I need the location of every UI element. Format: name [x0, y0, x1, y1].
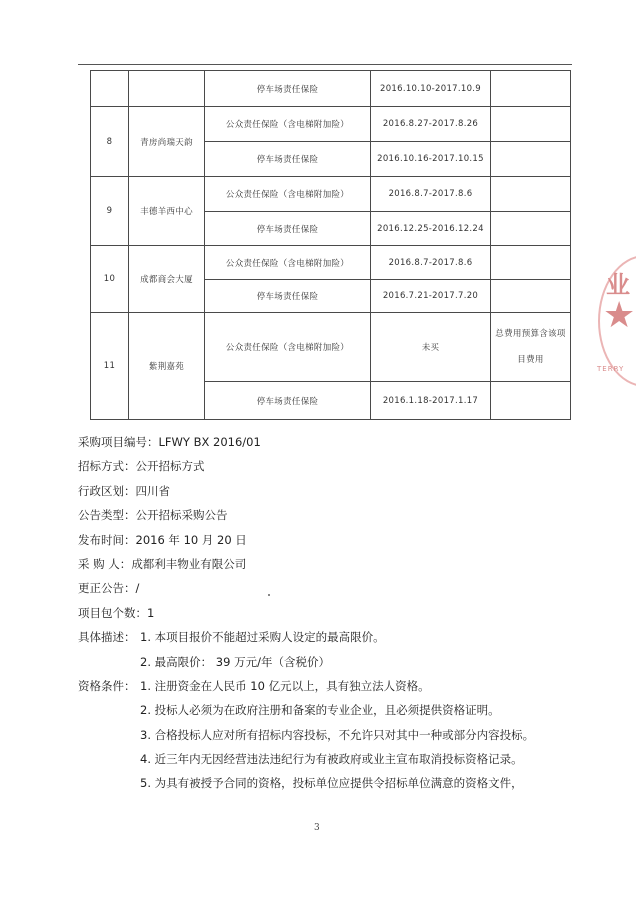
qualification-item: 2. 投标人必须为在政府注册和备案的专业企业，且必须提供资格证明。: [140, 703, 500, 718]
purchaser: 成都利丰物业有限公司: [131, 556, 247, 571]
insurance-period: 2016.10.16-2017.10.15: [371, 142, 491, 177]
qualification-line: [78, 698, 578, 722]
property-name: 丰德羊西中心: [129, 177, 205, 246]
property-name: 青房尚瑞天韵: [129, 107, 205, 177]
insurance-period: 2016.12.25-2016.12.24: [371, 212, 491, 246]
field-label: 采购项目编号：: [78, 435, 159, 449]
insurance-type: 公众责任保险（含电梯附加险）: [205, 107, 371, 142]
tender-method: 公开招标方式: [135, 459, 205, 474]
correction-notice: /: [135, 581, 140, 596]
row-number: 11: [91, 313, 129, 420]
table-row: [91, 107, 571, 142]
remark: [491, 382, 571, 420]
description-item: 2. 最高限价： 39 万元/年（含税价）: [140, 654, 330, 669]
remark: [491, 177, 571, 212]
insurance-type: 公众责任保险（含电梯附加险）: [205, 313, 371, 382]
notice-type-line: [78, 503, 578, 527]
qualification-line: [78, 771, 578, 795]
insurance-type: 公众责任保险（含电梯附加险）: [205, 177, 371, 212]
package-count-line: [78, 601, 578, 625]
field-label: 行政区划：: [78, 483, 136, 498]
project-number: LFWY BX 2016/01: [158, 435, 261, 449]
remark: 总费用预算含该项目费用: [491, 313, 571, 382]
description-line: [78, 650, 578, 674]
purchaser-line: [78, 552, 578, 576]
insurance-type: 停车场责任保险: [205, 71, 371, 107]
row-number: 10: [91, 246, 129, 313]
correction-line: [78, 576, 578, 600]
row-number: [91, 71, 129, 107]
notice-info: [78, 430, 578, 796]
table-row: [91, 313, 571, 382]
notice-type: 公开招标采购公告: [135, 508, 228, 523]
table-row: [91, 177, 571, 212]
field-label: 采 购 人：: [78, 556, 132, 571]
insurance-period: 2016.8.7-2017.8.6: [371, 177, 491, 212]
table-row: [91, 246, 571, 280]
insurance-period: 2016.8.27-2017.8.26: [371, 107, 491, 142]
row-number: 9: [91, 177, 129, 246]
insurance-period: 2016.10.10-2017.10.9: [371, 71, 491, 107]
region: 四川省: [135, 483, 170, 498]
remark: [491, 142, 571, 177]
insurance-type: 停车场责任保险: [205, 142, 371, 177]
description-item: 1. 本项目报价不能超过采购人设定的最高限价。: [140, 630, 385, 645]
insurance-period: 2016.7.21-2017.7.20: [371, 280, 491, 313]
project-number-line: [78, 430, 578, 454]
qualification-item: 4. 近三年内无因经营违法违纪行为有被政府或业主宣布取消投标资格记录。: [140, 752, 523, 767]
field-label: 更正公告：: [78, 581, 136, 596]
field-label: 项目包个数：: [78, 605, 147, 620]
insurance-type: 停车场责任保险: [205, 382, 371, 420]
description-line: [78, 625, 578, 649]
table-row: [91, 71, 571, 107]
property-name: 紫荆嘉苑: [129, 313, 205, 420]
property-name: [129, 71, 205, 107]
insurance-table: [90, 70, 571, 420]
field-label: 公告类型：: [78, 508, 136, 523]
property-name: 成都商会大厦: [129, 246, 205, 313]
insurance-period: 2016.8.7-2017.8.6: [371, 246, 491, 280]
qualification-line: [78, 674, 578, 698]
field-label: 发布时间：: [78, 532, 136, 547]
qualification-item: 3. 合格投标人应对所有招标内容投标，不允许只对其中一种或部分内容投标。: [140, 727, 535, 742]
package-count: 1: [147, 605, 155, 620]
seal-tiny-text: TERRY: [597, 365, 625, 373]
row-number: 8: [91, 107, 129, 177]
page-number: 3: [314, 823, 320, 833]
publish-time-line: [78, 528, 578, 552]
field-label: 资格条件：: [78, 678, 136, 693]
remark: [491, 107, 571, 142]
remark: [491, 246, 571, 280]
insurance-period: 未买: [371, 313, 491, 382]
stray-mark: [268, 594, 270, 596]
seal-text: 业: [606, 271, 630, 299]
qualification-line: [78, 747, 578, 771]
method-line: [78, 454, 578, 478]
insurance-type: 停车场责任保险: [205, 212, 371, 246]
star-icon: ★: [603, 295, 636, 336]
insurance-period: 2016.1.18-2017.1.17: [371, 382, 491, 420]
remark: [491, 71, 571, 107]
top-rule: [78, 64, 572, 65]
field-label: 招标方式：: [78, 459, 136, 474]
region-line: [78, 479, 578, 503]
qualification-line: [78, 723, 578, 747]
qualification-item: 5. 为具有被授予合同的资格，投标单位应提供令招标单位满意的资格文件，: [140, 776, 523, 791]
qualification-item: 1. 注册资金在人民币 10 亿元以上，具有独立法人资格。: [140, 678, 430, 693]
publish-time: 2016 年 10 月 20 日: [135, 532, 247, 547]
remark: [491, 280, 571, 313]
insurance-type: 停车场责任保险: [205, 280, 371, 313]
insurance-type: 公众责任保险（含电梯附加险）: [205, 246, 371, 280]
remark: [491, 212, 571, 246]
field-label: 具体描述：: [78, 630, 136, 645]
